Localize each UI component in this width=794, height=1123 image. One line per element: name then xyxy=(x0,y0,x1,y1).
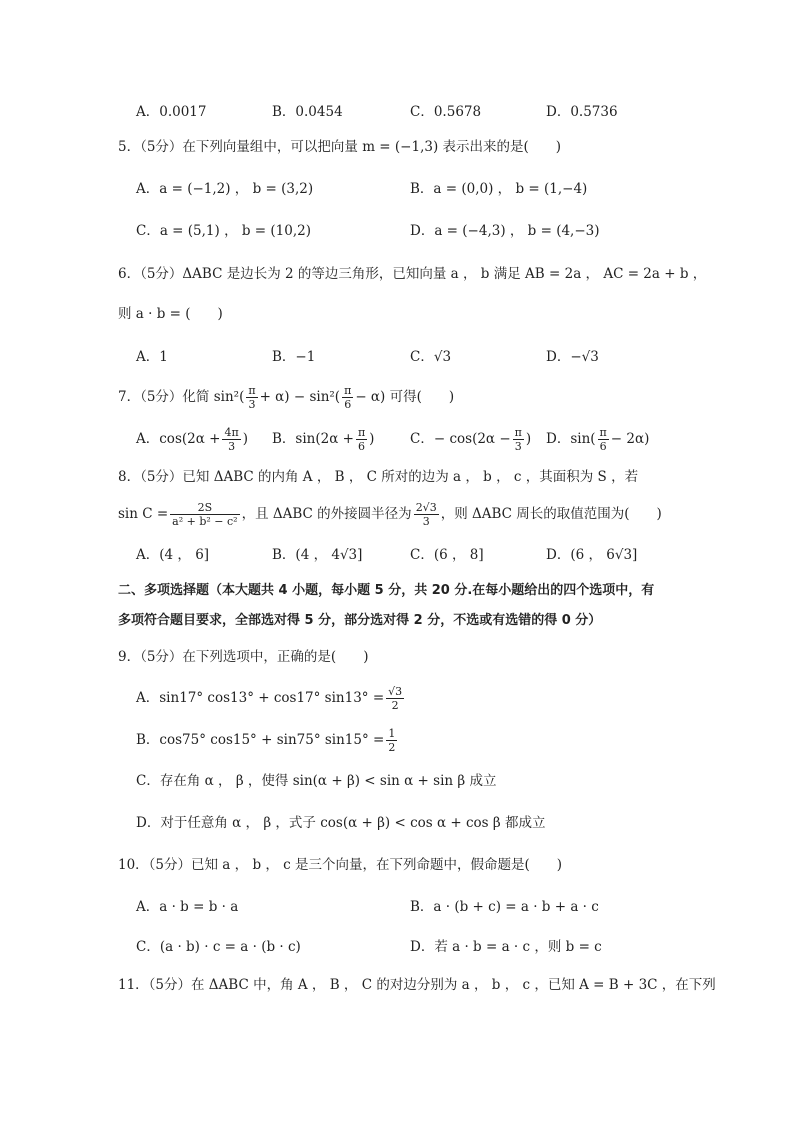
q8-option-b[interactable] xyxy=(272,546,362,564)
option-text: 0.0454 xyxy=(295,104,343,120)
q8-option-c[interactable] xyxy=(410,546,484,564)
numerator: √3 xyxy=(388,685,403,698)
q8-stem-part: ，则 ΔABC 周长的取值范围为( ) xyxy=(440,506,662,522)
fraction xyxy=(356,426,367,453)
option-text: ) xyxy=(525,431,532,447)
option-text: ) xyxy=(369,431,375,447)
option-text: a · b = b · a xyxy=(159,899,239,915)
denominator: 2 xyxy=(388,741,396,754)
q7-stem xyxy=(118,380,454,414)
option-text: 存在角 α ， β ，使得 sin(α + β) < sin α + sin β 成立 xyxy=(159,773,497,789)
option-text: −√3 xyxy=(570,349,599,365)
q8-stem-continued xyxy=(118,496,662,532)
fraction xyxy=(170,501,239,528)
q6-stem: 6．（5分）ΔABC 是边长为 2 的等边三角形，已知向量 a ， b 满足 AB = 2a ， AC = 2a + b ， xyxy=(118,266,707,282)
q8-option-a[interactable] xyxy=(136,546,209,564)
option-text: (4 ， 6] xyxy=(159,547,210,563)
fraction xyxy=(386,685,404,712)
option-text: cos75° cos15° + sin75° sin15° = xyxy=(159,732,385,748)
numerator: π xyxy=(248,384,256,397)
option-letter: A． xyxy=(136,899,160,915)
fraction xyxy=(342,384,353,411)
option-letter: D． xyxy=(546,104,571,120)
q6-option-d[interactable] xyxy=(546,348,599,366)
fraction xyxy=(222,426,240,453)
option-letter: B． xyxy=(272,547,296,563)
denominator: 2 xyxy=(391,699,399,712)
q10-option-c[interactable] xyxy=(136,938,301,956)
option-text: a = (0,0) ， b = (1,−4) xyxy=(433,181,588,197)
q9-option-c[interactable] xyxy=(136,772,496,790)
fraction xyxy=(386,727,397,754)
denominator: 3 xyxy=(248,398,256,411)
option-letter: C． xyxy=(410,547,434,563)
option-text: sin( xyxy=(570,431,596,447)
option-letter: C． xyxy=(410,349,434,365)
q7-option-d[interactable] xyxy=(546,422,649,456)
q9-stem: 9．（5分）在下列选项中，正确的是( ) xyxy=(118,649,369,665)
denominator: 6 xyxy=(358,440,366,453)
q7-option-b[interactable] xyxy=(272,422,374,456)
q6-option-a[interactable] xyxy=(136,348,168,366)
option-letter: B． xyxy=(410,899,434,915)
denominator: 6 xyxy=(344,398,352,411)
option-letter: A． xyxy=(136,349,160,365)
option-letter: C． xyxy=(410,104,434,120)
option-letter: D． xyxy=(546,547,571,563)
option-text: sin17° cos13° + cos17° sin13° = xyxy=(159,690,385,706)
option-letter: B． xyxy=(410,181,434,197)
q4-option-a[interactable] xyxy=(136,103,207,121)
option-letter: C． xyxy=(410,431,434,447)
option-text: (4 ， 4√3] xyxy=(295,547,363,563)
section-heading: 二、多项选择题（本大题共 4 小题，每小题 5 分，共 20 分.在每小题给出的四个选项中，有 xyxy=(118,583,655,598)
numerator: 1 xyxy=(388,727,396,740)
option-letter: A． xyxy=(136,181,160,197)
q5-option-d[interactable] xyxy=(410,222,600,240)
numerator: 4π xyxy=(224,426,239,439)
q7-option-a[interactable] xyxy=(136,422,248,456)
q6-option-c[interactable] xyxy=(410,348,451,366)
q10-option-d[interactable] xyxy=(410,938,602,956)
section-heading-continued: 多项符合题目要求，全部选对得 5 分，部分选对得 2 分，不选或有选错的得 0 分） xyxy=(118,613,602,628)
q5-option-c[interactable] xyxy=(136,222,311,240)
option-text: (6 ， 8] xyxy=(433,547,484,563)
q9-option-a[interactable] xyxy=(136,680,406,716)
option-text: (6 ， 6√3] xyxy=(570,547,638,563)
q11-stem: 11．（5分）在 ΔABC 中，角 A ， B ， C 的对边分别为 a ， b ， c ，已知 A = B + 3C ，在下列 xyxy=(118,977,716,993)
numerator: π xyxy=(357,426,366,439)
option-letter: A． xyxy=(136,431,160,447)
option-text: −1 xyxy=(295,349,316,365)
option-letter: D． xyxy=(410,223,435,239)
q7-option-c[interactable] xyxy=(410,422,531,456)
option-letter: D． xyxy=(410,939,435,955)
option-letter: C． xyxy=(136,773,160,789)
option-letter: B． xyxy=(272,104,296,120)
q6-stem-continued: 则 a · b = ( ) xyxy=(118,306,223,322)
q8-option-d[interactable] xyxy=(546,546,637,564)
numerator: 2S xyxy=(170,501,239,515)
option-text: a · (b + c) = a · b + a · c xyxy=(433,899,599,915)
q6-option-b[interactable] xyxy=(272,348,315,366)
option-text: ) xyxy=(242,431,248,447)
q10-option-b[interactable] xyxy=(410,898,599,916)
q4-option-d[interactable] xyxy=(546,103,618,121)
option-text: 0.5678 xyxy=(433,104,482,120)
q7-stem-part: + α) − sin²( xyxy=(259,389,341,405)
option-letter: D． xyxy=(546,349,571,365)
q8-stem-part: sin C = xyxy=(118,506,169,522)
option-text: − cos(2α − xyxy=(433,431,511,447)
option-letter: B． xyxy=(136,732,160,748)
option-text: a = (−1,2) ， b = (3,2) xyxy=(159,181,314,197)
option-letter: B． xyxy=(272,349,296,365)
option-letter: C． xyxy=(136,939,160,955)
q10-option-a[interactable] xyxy=(136,898,238,916)
option-text: 0.0017 xyxy=(159,104,207,120)
option-text: 0.5736 xyxy=(570,104,618,120)
numerator: π xyxy=(599,426,607,439)
option-text: a = (−4,3) ， b = (4,−3) xyxy=(434,223,600,239)
q8-stem: 8．（5分）已知 ΔABC 的内角 A ， B ， C 所对的边为 a ， b ， c ，其面积为 S ，若 xyxy=(118,469,639,485)
q5-option-b[interactable] xyxy=(410,180,587,198)
numerator: π xyxy=(514,426,522,439)
option-text: sin(2α + xyxy=(295,431,354,447)
q9-option-d[interactable] xyxy=(136,814,546,832)
numerator: π xyxy=(344,384,352,397)
q8-stem-part: ，且 ΔABC 的外接圆半径为 xyxy=(241,506,412,522)
fraction xyxy=(246,384,257,411)
q10-stem: 10．（5分）已知 a ， b ， c 是三个向量，在下列命题中，假命题是( ) xyxy=(118,857,563,873)
denominator: a² + b² − c² xyxy=(172,515,238,528)
q9-option-b[interactable] xyxy=(136,722,399,758)
option-text: − 2α) xyxy=(610,431,650,447)
denominator: 3 xyxy=(514,440,522,453)
fraction xyxy=(513,426,524,453)
fraction xyxy=(414,501,439,528)
option-letter: D． xyxy=(136,815,161,831)
fraction xyxy=(598,426,609,453)
q7-stem-part: 7．（5分）化简 sin²( xyxy=(118,389,245,405)
option-letter: A． xyxy=(136,547,160,563)
q4-option-c[interactable] xyxy=(410,103,481,121)
denominator: 3 xyxy=(228,440,236,453)
option-letter: A． xyxy=(136,104,160,120)
option-letter: A． xyxy=(136,690,160,706)
q4-option-b[interactable] xyxy=(272,103,343,121)
option-letter: D． xyxy=(546,431,571,447)
option-text: 1 xyxy=(159,349,168,365)
numerator: 2√3 xyxy=(415,501,437,514)
q5-stem: 5．（5分）在下列向量组中，可以把向量 m = (−1,3) 表示出来的是( ) xyxy=(118,139,562,155)
option-text: (a · b) · c = a · (b · c) xyxy=(159,939,301,955)
q5-option-a[interactable] xyxy=(136,180,313,198)
option-text: 对于任意角 α ， β ，式子 cos(α + β) < cos α + cos β 都成立 xyxy=(160,815,546,831)
option-text: a = (5,1) ， b = (10,2) xyxy=(159,223,312,239)
option-text: cos(2α + xyxy=(159,431,221,447)
option-letter: C． xyxy=(136,223,160,239)
denominator: 6 xyxy=(599,440,607,453)
q7-stem-part: − α) 可得( ) xyxy=(355,389,455,405)
option-text: √3 xyxy=(433,349,452,365)
option-letter: B． xyxy=(272,431,296,447)
denominator: 3 xyxy=(422,515,430,528)
option-text: 若 a · b = a · c ，则 b = c xyxy=(434,939,602,955)
